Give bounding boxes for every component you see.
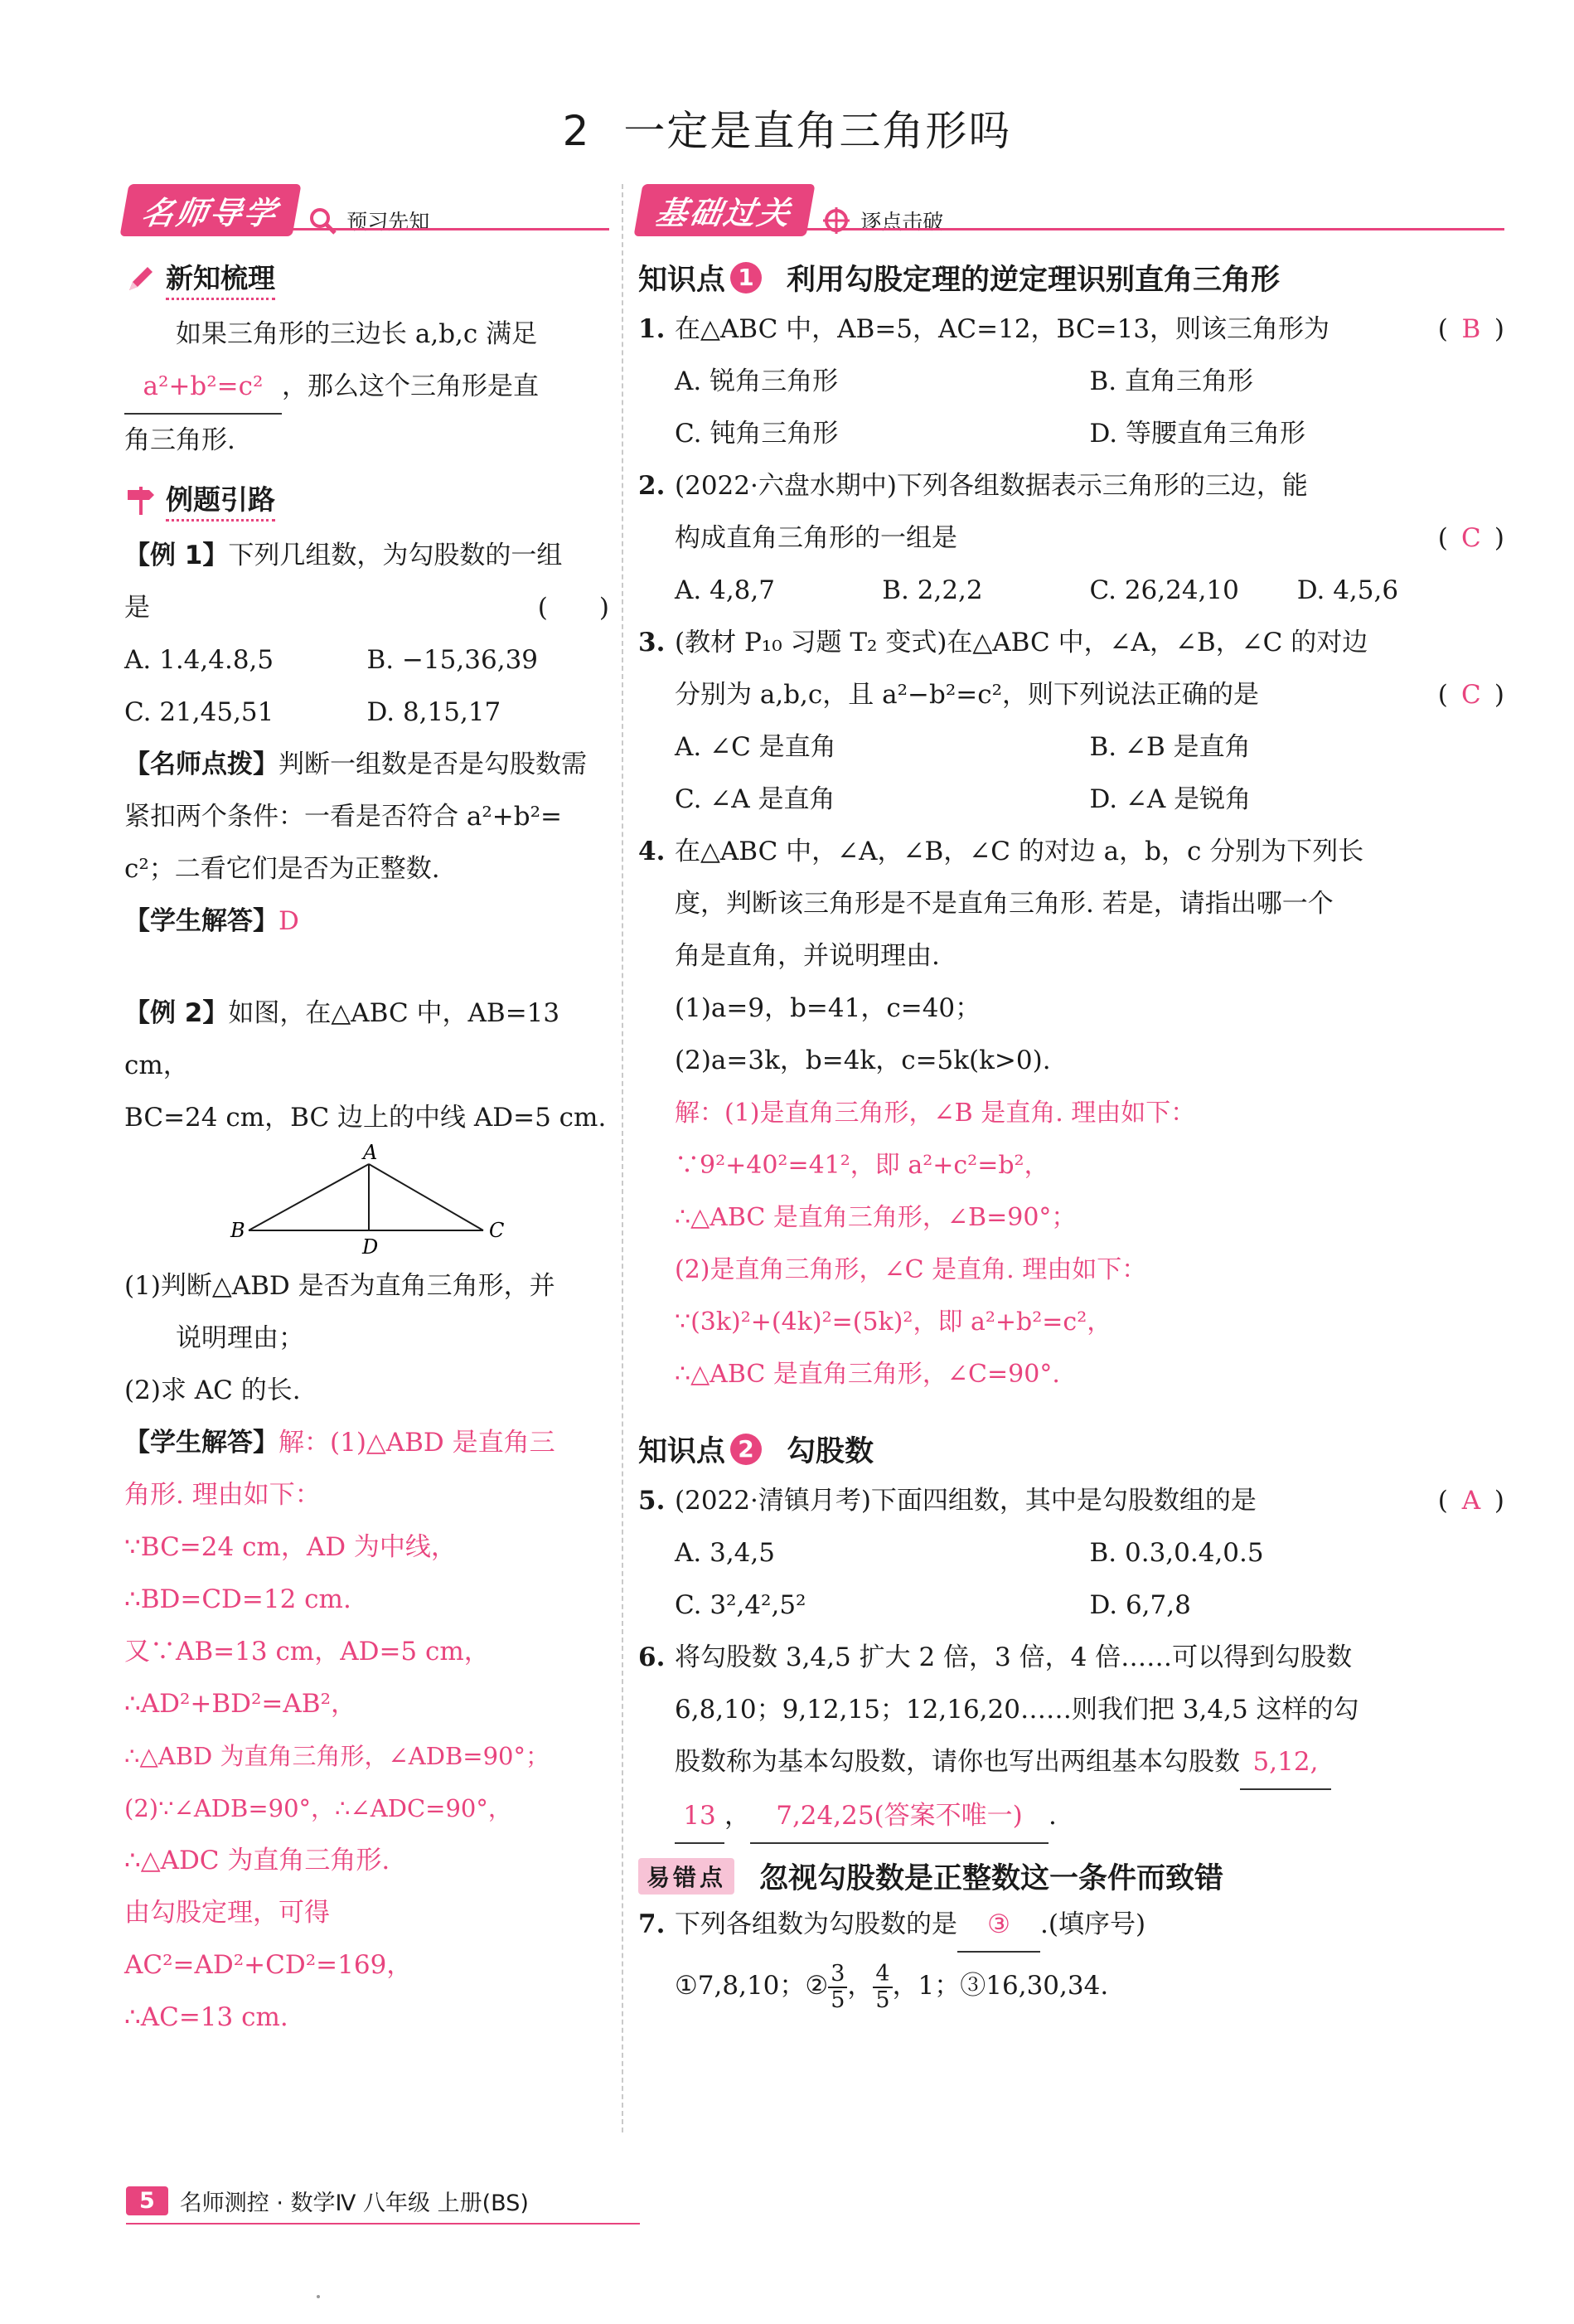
solution-line: 解：(1)△ABD 是直角三 xyxy=(278,1428,555,1458)
banner-sub: 逐点击破 xyxy=(860,209,944,234)
solution-line: ∴△ABD 为直角三角形，∠ADB=90°； xyxy=(124,1742,550,1770)
option: D. 等腰直角三角形 xyxy=(1089,419,1305,449)
right-banner xyxy=(638,184,1504,235)
denominator: 5 xyxy=(875,1987,890,2013)
separator: ， xyxy=(724,1801,750,1831)
option: D. 6,7,8 xyxy=(1089,1590,1191,1620)
question-text: 股数称为基本勾股数，请你也写出两组基本勾股数 xyxy=(675,1747,1240,1777)
question-text: 构成直角三角形的一组是 xyxy=(675,523,957,553)
sub-question: (1)a=9，b=41，c=40； xyxy=(675,993,981,1023)
tip-text: 判断一组数是否是勾股数需 xyxy=(278,750,587,779)
answer: B xyxy=(1461,314,1481,344)
example1-options xyxy=(124,634,609,739)
option: B. 直角三角形 xyxy=(1089,366,1253,396)
knowledge-text: ，那么这个三角形是直 xyxy=(282,371,539,401)
triangle-figure xyxy=(124,1144,609,1260)
solution-line: 角形. 理由如下： xyxy=(124,1480,321,1510)
option: C. 3²,4²,5² xyxy=(675,1590,806,1620)
left-banner xyxy=(124,184,609,235)
question-1: 1. 在△ABC 中，AB=5，AC=12，BC=13，则该三角形为 ( B ) A. 锐角三角形 B. 直角三角形 C. 钝角三角形 D. 等腰直角三角形 xyxy=(638,303,1504,460)
question-2: 2. (2022·六盘水期中)下列各组数据表示三角形的三边，能 构成直角三角形的一组是 ( C ) A. 4,8,7 B. 2,2,2 C. 26,24,10 D. 4,5,6 xyxy=(638,460,1504,617)
question-number: 6. xyxy=(638,1642,666,1672)
end-mark: . xyxy=(1049,1801,1057,1831)
knowledge-point-2 xyxy=(638,1429,1504,1470)
knowledge-point-1 xyxy=(638,257,1504,298)
options xyxy=(675,721,1504,826)
option: A. 锐角三角形 xyxy=(675,366,839,396)
question-text: 角是直角，并说明理由. xyxy=(675,941,940,971)
option: C. 21,45,51 xyxy=(124,697,274,727)
answer-blank: 7,24,25(答案不唯一) xyxy=(750,1790,1049,1844)
example2-sub2: (2)求 AC 的长. xyxy=(124,1375,301,1405)
left-column xyxy=(124,184,609,2044)
page-number: 5 xyxy=(126,2186,168,2215)
label-c: C xyxy=(489,1219,505,1242)
solution-line: ∴△ABC 是直角三角形，∠B=90°； xyxy=(675,1203,1077,1232)
teacher-tip xyxy=(124,739,609,791)
solution-line: ∴AD²+BD²=AB²， xyxy=(124,1689,356,1719)
column-divider xyxy=(622,184,623,2132)
example1-text: 下列几组数，为勾股数的一组 xyxy=(228,541,563,570)
fraction xyxy=(873,1962,892,2013)
sub-question: (2)a=3k，b=4k，c=5k(k>0). xyxy=(675,1046,1051,1075)
example1-text-2: 是 xyxy=(124,593,150,623)
kp-number: 1 xyxy=(730,262,762,294)
option: C. ∠A 是直角 xyxy=(675,784,835,814)
numerator: 3 xyxy=(828,1962,847,1988)
question-text: 6,8,10；9,12,15；12,16,20……则我们把 3,4,5 这样的勾 xyxy=(675,1695,1359,1725)
solution-line: ∵9²+40²=41²，即 a²+c²=b²， xyxy=(675,1151,1049,1180)
answer: C xyxy=(1461,680,1481,710)
option: A. 1.4,4.8,5 xyxy=(124,645,274,675)
solution-line: 解：(1)是直角三角形，∠B 是直角. 理由如下： xyxy=(675,1099,1196,1128)
example2-sub1: (1)判断△ABD 是否为直角三角形，并 xyxy=(124,1271,555,1301)
section-new-knowledge xyxy=(124,257,609,300)
question-text: (2022·清镇月考)下面四组数，其中是勾股数组的是 xyxy=(675,1486,1257,1516)
question-tail: .(填序号) xyxy=(1040,1909,1146,1939)
kp-label: 知识点 xyxy=(638,1435,726,1468)
label-d: D xyxy=(362,1235,379,1259)
option: C. 26,24,10 xyxy=(1089,575,1239,605)
label-a: A xyxy=(363,1144,378,1164)
answer-label: 【学生解答】 xyxy=(124,906,278,936)
lesson-title: 一定是直角三角形吗 xyxy=(623,107,1012,155)
answer-value: D xyxy=(278,906,299,936)
knowledge-line-1: 如果三角形的三边长 a,b,c 满足 xyxy=(176,319,538,349)
answer-blank: 5,12, xyxy=(1240,1736,1331,1790)
kp-title: 利用勾股定理的逆定理识别直角三角形 xyxy=(787,264,1281,297)
solution-line: ∵(3k)²+(4k)²=(5k)²，即 a²+b²=c²， xyxy=(675,1308,1112,1337)
knowledge-blank: a²+b²=c² xyxy=(124,361,282,415)
option: A. 4,8,7 xyxy=(675,575,775,605)
choices: ①7,8,10；② xyxy=(675,1971,829,2001)
choices: ，1；③16,30,34. xyxy=(892,1971,1109,2001)
common-mistake xyxy=(638,1856,1504,1897)
question-number: 1. xyxy=(638,314,666,344)
solution-line: 又∵AB=13 cm，AD=5 cm， xyxy=(124,1637,490,1667)
numerator: 4 xyxy=(873,1962,892,1988)
pencil-icon xyxy=(124,262,157,295)
solution-line: ∴AC=13 cm. xyxy=(124,2002,288,2032)
page-title xyxy=(0,98,1574,158)
question-6 xyxy=(638,1632,1504,1844)
solution-line: (2)∵∠ADB=90°，∴∠ADC=90°， xyxy=(124,1794,512,1822)
solution-line: 由勾股定理，可得 xyxy=(124,1898,330,1928)
section-title: 例题引路 xyxy=(166,478,275,522)
example1-question-2 xyxy=(124,582,609,634)
example2-text: 如图，在△ABC 中，AB=13 cm， xyxy=(124,998,560,1080)
label-b: B xyxy=(230,1219,245,1242)
kp-label: 知识点 xyxy=(638,264,726,297)
banner-tag: 名师导学 xyxy=(119,184,301,236)
solution-line: ∴△ABC 是直角三角形，∠C=90°. xyxy=(675,1360,1060,1389)
example1-answer xyxy=(124,895,609,948)
option: A. ∠C 是直角 xyxy=(675,732,836,762)
option: D. 4,5,6 xyxy=(1296,575,1399,605)
example1-label: 【例 1】 xyxy=(124,541,229,570)
question-text: 在△ABC 中，AB=5，AC=12，BC=13，则该三角形为 xyxy=(675,314,1330,344)
question-number: 3. xyxy=(638,628,666,657)
question-text: 在△ABC 中，∠A，∠B，∠C 的对边 a，b，c 分别为下列长 xyxy=(675,837,1364,866)
lesson-number: 2 xyxy=(562,107,591,155)
option: D. 8,15,17 xyxy=(366,697,501,727)
option: D. ∠A 是锐角 xyxy=(1089,784,1252,814)
magnifier-icon xyxy=(308,206,337,235)
kp-number: 2 xyxy=(730,1434,762,1465)
question-text: 下列各组数为勾股数的是 xyxy=(675,1909,957,1939)
example1-paren: ( ) xyxy=(537,593,609,623)
question-number: 2. xyxy=(638,471,666,501)
signpost-icon xyxy=(124,483,157,517)
example1-question xyxy=(124,530,609,582)
example2-sub1b: 说明理由； xyxy=(176,1323,304,1353)
question-number: 4. xyxy=(638,837,666,866)
question-7 xyxy=(638,1899,1504,2019)
option: C. 钝角三角形 xyxy=(675,419,839,449)
scan-dot xyxy=(317,2295,320,2298)
options xyxy=(675,356,1504,460)
footer-text: 名师测控 · 数学Ⅳ 八年级 上册(BS) xyxy=(179,2191,529,2216)
solution-line: ∵BC=24 cm，AD 为中线， xyxy=(124,1532,457,1562)
mistake-tag: 易错点 xyxy=(638,1858,734,1895)
option: B. ∠B 是直角 xyxy=(1089,732,1251,762)
options xyxy=(675,1527,1504,1632)
fraction xyxy=(828,1962,847,2013)
denominator: 5 xyxy=(831,1987,845,2013)
banner-tag: 基础过关 xyxy=(633,184,815,236)
options xyxy=(675,565,1504,617)
tip-label: 【名师点拨】 xyxy=(124,750,278,779)
mistake-title: 忽视勾股数是正整数这一条件而致错 xyxy=(759,1862,1224,1895)
option: A. 3,4,5 xyxy=(675,1538,775,1568)
knowledge-line-2 xyxy=(124,361,609,415)
teacher-tip-2: 紧扣两个条件：一看是否符合 a²+b²= xyxy=(124,802,562,832)
question-text: 将勾股数 3,4,5 扩大 2 倍，3 倍，4 倍……可以得到勾股数 xyxy=(675,1642,1353,1672)
solution-line: ∴△ADC 为直角三角形. xyxy=(124,1846,390,1875)
separator: ， xyxy=(847,1971,874,2001)
option: B. −15,36,39 xyxy=(366,645,539,675)
answer-label: 【学生解答】 xyxy=(124,1428,278,1458)
answer: C xyxy=(1461,523,1481,553)
answer-blank: 13 xyxy=(675,1790,724,1844)
question-text: (教材 P₁₀ 习题 T₂ 变式)在△ABC 中，∠A，∠B，∠C 的对边 xyxy=(675,628,1368,657)
knowledge-line-3: 角三角形. xyxy=(124,425,235,455)
right-column xyxy=(638,184,1504,2019)
question-text: 分别为 a,b,c，且 a²−b²=c²，则下列说法正确的是 xyxy=(675,680,1260,710)
question-5: 5. (2022·清镇月考)下面四组数，其中是勾股数组的是 ( A ) A. 3,4,5 B. 0.3,0.4,0.5 C. 3²,4²,5² D. 6,7,8 xyxy=(638,1475,1504,1632)
kp-title: 勾股数 xyxy=(787,1435,874,1468)
answer-blank: ③ xyxy=(957,1899,1040,1953)
question-number: 7. xyxy=(638,1909,666,1939)
example2-question xyxy=(124,987,609,1092)
example2-label: 【例 2】 xyxy=(124,998,229,1028)
section-examples xyxy=(124,478,609,522)
solution-line: ∴BD=CD=12 cm. xyxy=(124,1584,351,1614)
solution-line: (2)是直角三角形，∠C 是直角. 理由如下： xyxy=(675,1255,1147,1284)
question-number: 5. xyxy=(638,1486,666,1516)
example2-answer xyxy=(124,1417,609,1469)
option: B. 0.3,0.4,0.5 xyxy=(1089,1538,1264,1568)
teacher-tip-3: c²；二看它们是否为正整数. xyxy=(124,854,440,884)
target-icon xyxy=(821,206,851,235)
answer: A xyxy=(1461,1486,1481,1516)
question-4 xyxy=(638,826,1504,1087)
question-text: 度，判断该三角形是不是直角三角形. 若是，请指出哪一个 xyxy=(675,889,1334,919)
option: B. 2,2,2 xyxy=(882,575,983,605)
page-footer xyxy=(126,2185,529,2217)
section-title: 新知梳理 xyxy=(166,257,275,300)
example2-question-2: BC=24 cm，BC 边上的中线 AD=5 cm. xyxy=(124,1103,607,1133)
question-text: (2022·六盘水期中)下列各组数据表示三角形的三边，能 xyxy=(675,471,1308,501)
banner-sub: 预习先知 xyxy=(346,209,430,234)
solution-line: AC²=AD²+CD²=169， xyxy=(124,1950,413,1980)
question-3: 3. (教材 P₁₀ 习题 T₂ 变式)在△ABC 中，∠A，∠B，∠C 的对边 分别为 a,b,c，且 a²−b²=c²，则下列说法正确的是 ( C ) A. ∠C 是直角 B. ∠B 是直角 C. ∠A 是直角 D. ∠A 是锐角 xyxy=(638,617,1504,826)
